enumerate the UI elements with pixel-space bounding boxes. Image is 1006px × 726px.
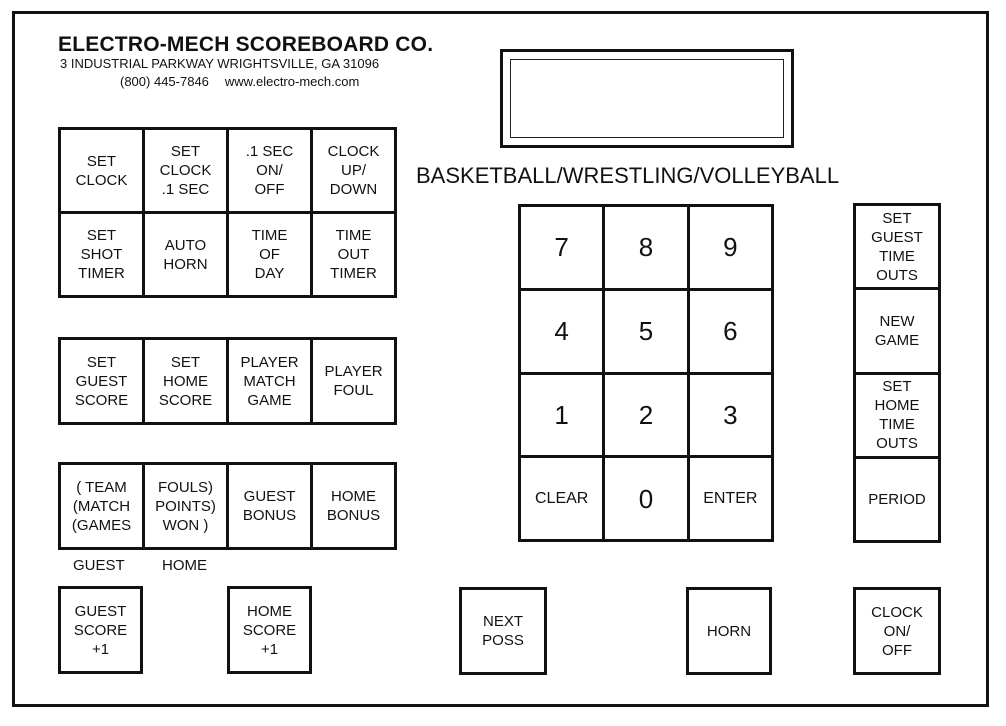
key-0[interactable] — [605, 458, 686, 539]
guest-score-plus-one-label: GUEST SCORE +1 — [73, 602, 128, 658]
key-2-label: 2 — [638, 399, 654, 430]
key-5-label: 5 — [638, 316, 654, 347]
company-website: www.electro-mech.com — [224, 74, 360, 89]
guest-column-label: GUEST — [73, 557, 125, 574]
guest-score-plus-one-button[interactable] — [58, 586, 143, 674]
tenth-sec-onoff-key[interactable] — [229, 130, 310, 211]
key-0-label: 0 — [638, 483, 654, 514]
key-6[interactable] — [690, 291, 771, 372]
key-8[interactable] — [605, 207, 686, 288]
clear-key[interactable] — [521, 458, 602, 539]
enter-key[interactable] — [690, 458, 771, 539]
home-score-plus-one-button[interactable] — [227, 586, 312, 674]
enter-key-label: ENTER — [703, 489, 758, 507]
set-guest-time-outs-key[interactable] — [856, 206, 938, 287]
key-7-label: 7 — [554, 232, 569, 263]
score-keys-group — [58, 337, 397, 425]
key-9-label: 9 — [723, 232, 738, 263]
clear-key-label: CLEAR — [534, 489, 589, 507]
time-out-timer-key-label: TIME OUT TIMER — [330, 227, 377, 282]
auto-horn-key[interactable] — [145, 214, 226, 295]
key-8-label: 8 — [638, 232, 654, 263]
game-keys-column — [853, 203, 941, 543]
key-1[interactable] — [521, 375, 602, 456]
home-team-fouls-key-label: FOULS) POINTS) WON ) — [155, 478, 216, 534]
home-team-fouls-key[interactable] — [145, 465, 226, 547]
time-of-day-key-label: TIME OF DAY — [251, 227, 288, 282]
set-guest-score-key-label: SET GUEST SCORE — [74, 353, 129, 409]
set-home-time-outs-key[interactable] — [856, 375, 938, 456]
sport-title: BASKETBALL/WRESTLING/VOLLEYBALL — [416, 163, 840, 188]
set-clock-tenth-key-label: SET CLOCK .1 SEC — [159, 143, 212, 198]
next-poss-label: NEXT POSS — [482, 613, 524, 649]
company-name: ELECTRO-MECH SCOREBOARD CO. — [58, 33, 434, 56]
lcd-display-window — [510, 59, 784, 138]
set-guest-time-outs-key-label: SET GUEST TIME OUTS — [871, 209, 923, 284]
key-4[interactable] — [521, 291, 602, 372]
home-bonus-key-label: HOME BONUS — [326, 488, 381, 524]
period-key[interactable] — [856, 459, 938, 540]
key-6-label: 6 — [723, 316, 738, 347]
time-out-timer-key[interactable] — [313, 214, 394, 295]
set-shot-timer-key-label: SET SHOT TIMER — [78, 227, 125, 282]
horn-label: HORN — [706, 622, 752, 640]
set-home-score-key-label: SET HOME SCORE — [158, 353, 213, 409]
next-poss-button[interactable] — [459, 587, 547, 675]
set-home-score-key[interactable] — [145, 340, 226, 422]
clock-on-off-button[interactable] — [853, 587, 941, 675]
team-keys-group — [58, 462, 397, 550]
guest-bonus-key[interactable] — [229, 465, 310, 547]
time-of-day-key[interactable] — [229, 214, 310, 295]
set-clock-tenth-key[interactable] — [145, 130, 226, 211]
key-9[interactable] — [690, 207, 771, 288]
new-game-key[interactable] — [856, 290, 938, 371]
key-4-label: 4 — [554, 316, 569, 347]
clock-on-off-label: CLOCK ON/ OFF — [871, 603, 923, 659]
key-3-label: 3 — [723, 399, 738, 430]
clock-up-down-key-label: CLOCK UP/ DOWN — [327, 143, 380, 198]
player-foul-key-label: PLAYER FOUL — [324, 363, 383, 399]
horn-button[interactable] — [686, 587, 772, 675]
set-clock-key[interactable] — [61, 130, 142, 211]
key-2[interactable] — [605, 375, 686, 456]
home-bonus-key[interactable] — [313, 465, 394, 547]
tenth-sec-onoff-key-label: .1 SEC ON/ OFF — [245, 143, 294, 198]
clock-keys-group — [58, 127, 397, 298]
numeric-keypad — [518, 204, 774, 542]
set-shot-timer-key[interactable] — [61, 214, 142, 295]
set-guest-score-key[interactable] — [61, 340, 142, 422]
company-contact — [120, 74, 359, 89]
clock-up-down-key[interactable] — [313, 130, 394, 211]
guest-bonus-key-label: GUEST BONUS — [242, 488, 297, 524]
set-clock-key-label: SET CLOCK — [75, 152, 128, 189]
guest-team-fouls-key[interactable] — [61, 465, 142, 547]
key-7[interactable] — [521, 207, 602, 288]
key-3[interactable] — [690, 375, 771, 456]
set-home-time-outs-key-label: SET HOME TIME OUTS — [874, 378, 920, 453]
company-phone: (800) 445-7846 — [120, 74, 209, 89]
key-1-label: 1 — [554, 399, 569, 430]
home-column-label: HOME — [162, 557, 207, 574]
player-match-game-key[interactable] — [229, 340, 310, 422]
company-address: 3 INDUSTRIAL PARKWAY WRIGHTSVILLE, GA 31096 — [60, 56, 380, 71]
guest-team-fouls-key-label: ( TEAM (MATCH (GAMES — [71, 478, 132, 534]
new-game-key-label: NEW GAME — [874, 312, 920, 349]
auto-horn-key-label: AUTO HORN — [163, 236, 208, 273]
player-match-game-key-label: PLAYER MATCH GAME — [240, 353, 299, 409]
key-5[interactable] — [605, 291, 686, 372]
player-foul-key[interactable] — [313, 340, 394, 422]
lcd-display — [500, 49, 794, 148]
home-score-plus-one-label: HOME SCORE +1 — [242, 602, 297, 658]
period-key-label: PERIOD — [868, 490, 926, 508]
